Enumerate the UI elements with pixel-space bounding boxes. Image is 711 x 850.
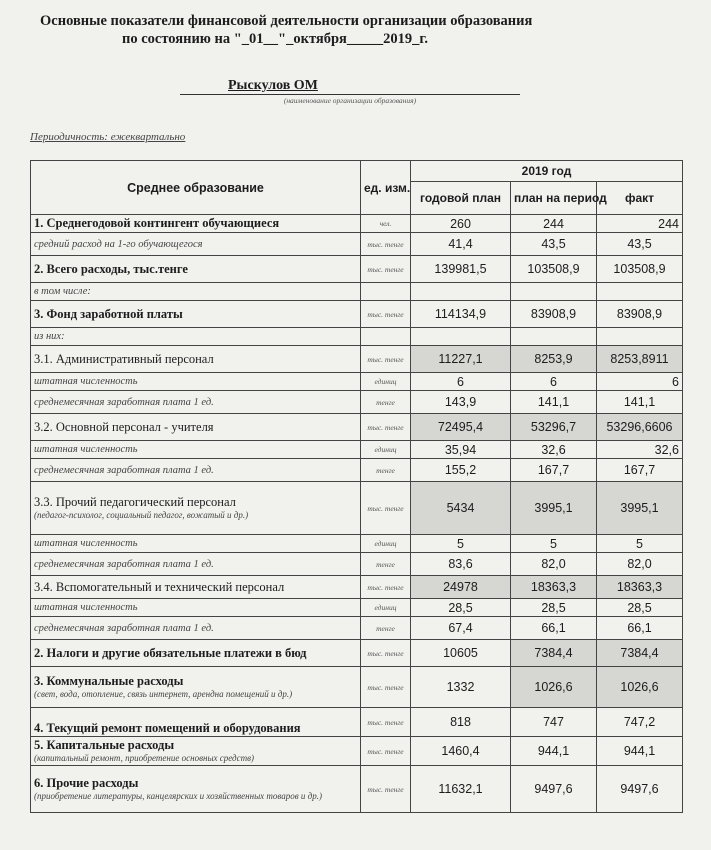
header-plan-year: годовой план (411, 182, 511, 215)
row-period: 7384,4 (511, 640, 597, 667)
document-title (40, 12, 660, 48)
row-name-note: (педагог-психолог, социальный педагог, вожатый и др.) (34, 510, 249, 520)
row-name: среднемесячная заработная плата 1 ед. (31, 459, 361, 482)
table-row (31, 576, 683, 599)
row-period: 82,0 (511, 553, 597, 576)
table-row (31, 441, 683, 459)
row-plan (411, 283, 511, 301)
row-plan (411, 328, 511, 346)
table-row (31, 617, 683, 640)
row-period: 83908,9 (511, 301, 597, 328)
row-plan: 67,4 (411, 617, 511, 640)
row-fact: 3995,1 (597, 482, 683, 535)
table-row (31, 373, 683, 391)
row-fact (597, 283, 683, 301)
table-row (31, 535, 683, 553)
row-unit: чел. (361, 215, 411, 233)
table-row (31, 553, 683, 576)
table-row (31, 640, 683, 667)
row-period: 43,5 (511, 233, 597, 256)
row-name-note: (свет, вода, отопление, связь интернет, арендна помещений и др.) (34, 689, 293, 699)
row-name: 3. Фонд заработной платы (31, 301, 361, 328)
row-plan: 114134,9 (411, 301, 511, 328)
row-period: 6 (511, 373, 597, 391)
row-unit: единиц (361, 599, 411, 617)
row-plan: 5 (411, 535, 511, 553)
table-row (31, 482, 683, 535)
row-plan: 35,94 (411, 441, 511, 459)
row-unit: тыс. тенге (361, 233, 411, 256)
table-row (31, 256, 683, 283)
row-period: 3995,1 (511, 482, 597, 535)
row-period: 8253,9 (511, 346, 597, 373)
row-plan: 139981,5 (411, 256, 511, 283)
row-unit: единиц (361, 441, 411, 459)
row-plan: 10605 (411, 640, 511, 667)
row-name: 2. Налоги и другие обязательные платежи в бюд (31, 640, 361, 667)
row-unit (361, 328, 411, 346)
table-row (31, 459, 683, 482)
header-name: Среднее образование (31, 161, 361, 215)
row-unit: тыс. тенге (361, 346, 411, 373)
row-plan: 1460,4 (411, 737, 511, 766)
row-fact: 167,7 (597, 459, 683, 482)
table-row (31, 215, 683, 233)
row-fact: 43,5 (597, 233, 683, 256)
row-name-main: 3. Коммунальные расходы (34, 674, 184, 688)
row-name-main: 6. Прочие расходы (34, 776, 139, 790)
row-fact (597, 328, 683, 346)
row-period: 32,6 (511, 441, 597, 459)
row-period: 103508,9 (511, 256, 597, 283)
row-name: в том числе: (31, 283, 361, 301)
row-fact: 1026,6 (597, 667, 683, 708)
row-unit: тыс. тенге (361, 414, 411, 441)
row-name: среднемесячная заработная плата 1 ед. (31, 553, 361, 576)
row-unit (361, 283, 411, 301)
row-unit: тыс. тенге (361, 708, 411, 737)
row-name (31, 766, 361, 813)
row-unit: единиц (361, 535, 411, 553)
row-unit: единиц (361, 373, 411, 391)
row-name: штатная численность (31, 373, 361, 391)
row-plan: 818 (411, 708, 511, 737)
row-fact: 8253,8911 (597, 346, 683, 373)
row-fact: 7384,4 (597, 640, 683, 667)
row-fact: 747,2 (597, 708, 683, 737)
row-plan: 1332 (411, 667, 511, 708)
row-name: 2. Всего расходы, тыс.тенге (31, 256, 361, 283)
row-plan: 41,4 (411, 233, 511, 256)
row-name: 3.1. Административный персонал (31, 346, 361, 373)
row-plan: 143,9 (411, 391, 511, 414)
header-year: 2019 год (411, 161, 683, 182)
table-row (31, 391, 683, 414)
row-name-note: (приобретение литературы, канцелярских и хозяйственных товаров и др.) (34, 791, 322, 801)
row-fact: 6 (597, 373, 683, 391)
row-period: 141,1 (511, 391, 597, 414)
row-unit: тыс. тенге (361, 766, 411, 813)
row-fact: 18363,3 (597, 576, 683, 599)
row-plan: 83,6 (411, 553, 511, 576)
row-period: 5 (511, 535, 597, 553)
row-plan: 28,5 (411, 599, 511, 617)
row-name (31, 482, 361, 535)
row-unit: тыс. тенге (361, 576, 411, 599)
row-period: 1026,6 (511, 667, 597, 708)
row-name (31, 667, 361, 708)
row-name (31, 737, 361, 766)
row-unit: тенге (361, 459, 411, 482)
row-period: 747 (511, 708, 597, 737)
row-unit: тенге (361, 553, 411, 576)
table-row (31, 328, 683, 346)
row-unit: тыс. тенге (361, 301, 411, 328)
table-row (31, 414, 683, 441)
row-plan: 24978 (411, 576, 511, 599)
row-period (511, 328, 597, 346)
header-fact: факт (597, 182, 683, 215)
row-period: 9497,6 (511, 766, 597, 813)
organization-line (180, 78, 520, 95)
row-period: 53296,7 (511, 414, 597, 441)
row-name: штатная численность (31, 599, 361, 617)
row-unit: тенге (361, 391, 411, 414)
row-fact: 66,1 (597, 617, 683, 640)
title-line-2: по состоянию на "_01__"_октября_____2019_г. (122, 31, 428, 47)
row-period: 167,7 (511, 459, 597, 482)
row-fact: 103508,9 (597, 256, 683, 283)
row-fact: 244 (597, 215, 683, 233)
row-name: 3.2. Основной персонал - учителя (31, 414, 361, 441)
row-fact: 9497,6 (597, 766, 683, 813)
row-plan: 11632,1 (411, 766, 511, 813)
row-name: 3.4. Вспомогательный и технический персонал (31, 576, 361, 599)
row-fact: 141,1 (597, 391, 683, 414)
row-unit: тенге (361, 617, 411, 640)
table-row (31, 233, 683, 256)
row-name: средний расход на 1-го обучающегося (31, 233, 361, 256)
table-row (31, 766, 683, 813)
table-row (31, 301, 683, 328)
row-plan: 11227,1 (411, 346, 511, 373)
header-unit: ед. изм. (361, 161, 411, 215)
row-name: штатная численность (31, 441, 361, 459)
table-row (31, 708, 683, 737)
row-name: среднемесячная заработная плата 1 ед. (31, 391, 361, 414)
row-name-main: 3.3. Прочий педагогический персонал (34, 495, 236, 509)
table-row (31, 346, 683, 373)
row-name: из них: (31, 328, 361, 346)
row-plan: 260 (411, 215, 511, 233)
table-row (31, 737, 683, 766)
row-unit: тыс. тенге (361, 667, 411, 708)
row-plan: 155,2 (411, 459, 511, 482)
row-name: 1. Среднегодовой контингент обучающиеся (31, 215, 361, 233)
organization-name: Рыскулов ОМ (228, 78, 318, 93)
row-unit: тыс. тенге (361, 737, 411, 766)
organization-hint: (наименование организации образования) (283, 96, 417, 105)
row-fact: 53296,6606 (597, 414, 683, 441)
row-fact: 944,1 (597, 737, 683, 766)
row-plan: 6 (411, 373, 511, 391)
table-row (31, 599, 683, 617)
row-name: 4. Текущий ремонт помещений и оборудования (31, 708, 361, 737)
periodicity: Периодичность: ежеквартально (30, 131, 186, 143)
row-fact: 82,0 (597, 553, 683, 576)
row-name-note: (капитальный ремонт, приобретение основных средств) (34, 753, 254, 763)
row-period: 18363,3 (511, 576, 597, 599)
row-fact: 5 (597, 535, 683, 553)
row-unit: тыс. тенге (361, 482, 411, 535)
row-plan: 72495,4 (411, 414, 511, 441)
table-row (31, 667, 683, 708)
row-plan: 5434 (411, 482, 511, 535)
row-name-main: 5. Капитальные расходы (34, 738, 175, 752)
row-unit: тыс. тенге (361, 640, 411, 667)
table-row (31, 283, 683, 301)
row-name: штатная численность (31, 535, 361, 553)
row-period: 244 (511, 215, 597, 233)
row-period: 66,1 (511, 617, 597, 640)
row-period: 944,1 (511, 737, 597, 766)
row-fact: 83908,9 (597, 301, 683, 328)
title-line-1: Основные показатели финансовой деятельности организации образования (40, 13, 533, 29)
header-plan-period: план на период (511, 182, 597, 215)
row-name: среднемесячная заработная плата 1 ед. (31, 617, 361, 640)
row-fact: 28,5 (597, 599, 683, 617)
row-period: 28,5 (511, 599, 597, 617)
row-fact: 32,6 (597, 441, 683, 459)
row-unit: тыс. тенге (361, 256, 411, 283)
row-period (511, 283, 597, 301)
financial-table (30, 160, 683, 813)
